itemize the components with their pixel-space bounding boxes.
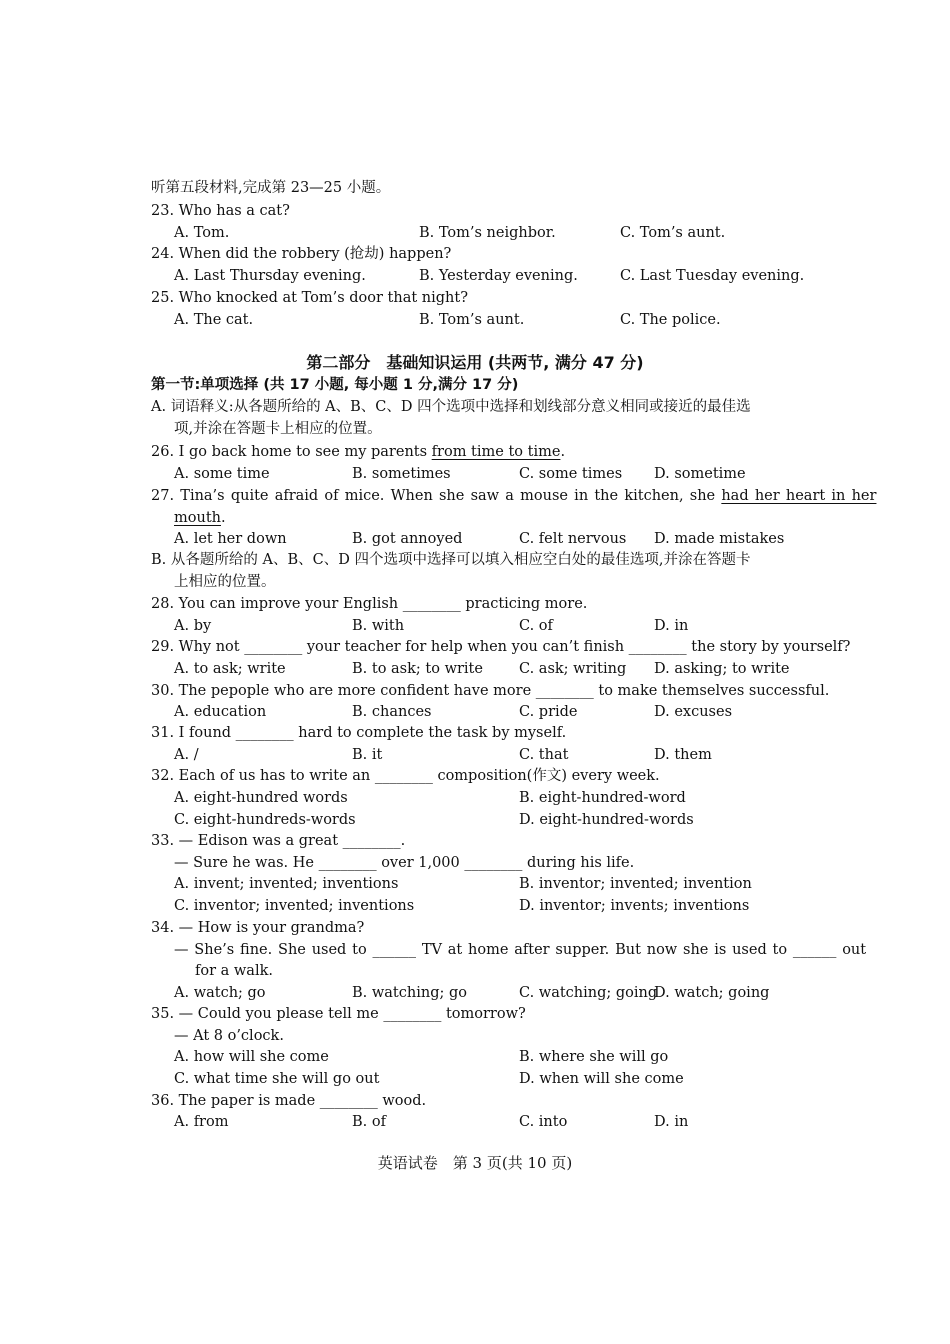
option-28c: C. of: [519, 618, 553, 634]
option-24b: B. Yesterday evening.: [419, 268, 578, 284]
option-35c: C. what time she will go out: [174, 1071, 380, 1087]
option-29c: C. ask; writing: [519, 661, 627, 677]
question-34-reply-cont: for a walk.: [195, 963, 273, 979]
option-23b: B. Tom’s neighbor.: [419, 225, 556, 241]
option-23a: A. Tom.: [174, 225, 230, 241]
option-24a: A. Last Thursday evening.: [174, 268, 366, 284]
option-34d: D. watch; going: [654, 985, 770, 1001]
option-25b: B. Tom’s aunt.: [419, 312, 525, 328]
option-31c: C. that: [519, 747, 569, 763]
option-30d: D. excuses: [654, 704, 733, 720]
option-30c: C. pride: [519, 704, 578, 720]
question-25: 25. Who knocked at Tom’s door that night?: [151, 290, 468, 306]
question-28: 28. You can improve your English ________ practicing more.: [151, 596, 588, 612]
question-34: 34. — How is your grandma?: [151, 920, 365, 936]
question-31: 31. I found ________ hard to complete the task by myself.: [151, 725, 567, 741]
option-29b: B. to ask; to write: [352, 661, 483, 677]
option-26d: D. sometime: [654, 466, 746, 482]
question-27-underlined: had her heart in her: [721, 488, 877, 504]
option-33c: C. inventor; invented; inventions: [174, 898, 415, 914]
option-33d: D. inventor; invents; inventions: [519, 898, 750, 914]
question-26: [151, 442, 565, 462]
question-27-end: .: [220, 510, 226, 526]
instruction-a-line1: A. 词语释义:从各题所给的 A、B、C、D 四个选项中选择和划线部分意义相同或接近的最佳选: [151, 399, 751, 415]
option-23c: C. Tom’s aunt.: [620, 225, 726, 241]
option-33a: A. invent; invented; inventions: [174, 876, 399, 892]
option-30a: A. education: [174, 704, 267, 720]
question-27-text: 27. Tina’s quite afraid of mice. When she saw a mouse in the kitchen, she: [151, 488, 722, 504]
option-27d: D. made mistakes: [654, 531, 785, 547]
option-36c: C. into: [519, 1114, 568, 1130]
instruction-b-line1: B. 从各题所给的 A、B、C、D 四个选项中选择可以填入相应空白处的最佳选项,并涂在答题卡: [151, 552, 751, 568]
option-28a: A. by: [174, 618, 212, 634]
option-25c: C. The police.: [620, 312, 721, 328]
option-36a: A. from: [174, 1114, 229, 1130]
option-26a: A. some time: [174, 466, 270, 482]
option-36d: D. in: [654, 1114, 689, 1130]
option-26c: C. some times: [519, 466, 623, 482]
option-35b: B. where she will go: [519, 1049, 669, 1065]
question-36: 36. The paper is made ________ wood.: [151, 1093, 427, 1109]
question-29: 29. Why not ________ your teacher for help when you can’t finish ________ the story by yourself?: [151, 639, 851, 655]
option-32a: A. eight-hundred words: [174, 790, 348, 806]
question-33-reply: — Sure he was. He ________ over 1,000 ________ during his life.: [174, 855, 635, 871]
question-26-underlined: from time to time: [431, 444, 561, 460]
option-34a: A. watch; go: [174, 985, 266, 1001]
part-title: 第二部分 基础知识运用 (共两节, 满分 47 分): [306, 353, 644, 372]
option-31b: B. it: [352, 747, 383, 763]
option-35d: D. when will she come: [519, 1071, 684, 1087]
option-28b: B. with: [352, 618, 405, 634]
question-27-line2: [174, 508, 226, 528]
question-30: 30. The pepople who are more confident have more ________ to make themselves successful.: [151, 683, 830, 699]
page-footer: 英语试卷 第 3 页(共 10 页): [377, 1154, 573, 1172]
instruction-b-line2: 上相应的位置。: [174, 574, 276, 590]
option-25a: A. The cat.: [174, 312, 254, 328]
option-34c: C. watching; going: [519, 985, 658, 1001]
question-27-underlined-2: mouth: [174, 510, 221, 526]
option-27a: A. let her down: [174, 531, 287, 547]
option-32d: D. eight-hundred-words: [519, 812, 694, 828]
option-26b: B. sometimes: [352, 466, 451, 482]
option-31d: D. them: [654, 747, 712, 763]
listening-intro: 听第五段材料,完成第 23—25 小题。: [151, 180, 391, 196]
question-33: 33. — Edison was a great ________.: [151, 833, 406, 849]
option-28d: D. in: [654, 618, 689, 634]
option-32b: B. eight-hundred-word: [519, 790, 686, 806]
question-34-reply: — She’s fine. She used to ______ TV at home after supper. But now she is used to ______ out: [174, 942, 867, 958]
option-27c: C. felt nervous: [519, 531, 627, 547]
option-35a: A. how will she come: [174, 1049, 329, 1065]
option-24c: C. Last Tuesday evening.: [620, 268, 805, 284]
question-35-reply: — At 8 o’clock.: [174, 1028, 284, 1044]
option-36b: B. of: [352, 1114, 386, 1130]
question-32: 32. Each of us has to write an ________ composition(作文) every week.: [151, 768, 660, 784]
instruction-a-line2: 项,并涂在答题卡上相应的位置。: [174, 421, 382, 437]
option-29a: A. to ask; write: [174, 661, 286, 677]
question-24: 24. When did the robbery (抢劫) happen?: [151, 246, 452, 262]
question-35: 35. — Could you please tell me ________ tomorrow?: [151, 1006, 526, 1022]
option-34b: B. watching; go: [352, 985, 467, 1001]
option-29d: D. asking; to write: [654, 661, 790, 677]
question-23: 23. Who has a cat?: [151, 203, 290, 219]
section-title: 第一节:单项选择 (共 17 小题, 每小题 1 分,满分 17 分): [151, 377, 519, 393]
question-26-end: .: [560, 444, 566, 460]
option-32c: C. eight-hundreds-words: [174, 812, 356, 828]
option-27b: B. got annoyed: [352, 531, 463, 547]
option-31a: A. /: [174, 747, 199, 763]
question-26-text: 26. I go back home to see my parents: [151, 444, 432, 460]
option-30b: B. chances: [352, 704, 432, 720]
option-33b: B. inventor; invented; invention: [519, 876, 752, 892]
question-27-line1: [151, 486, 876, 506]
